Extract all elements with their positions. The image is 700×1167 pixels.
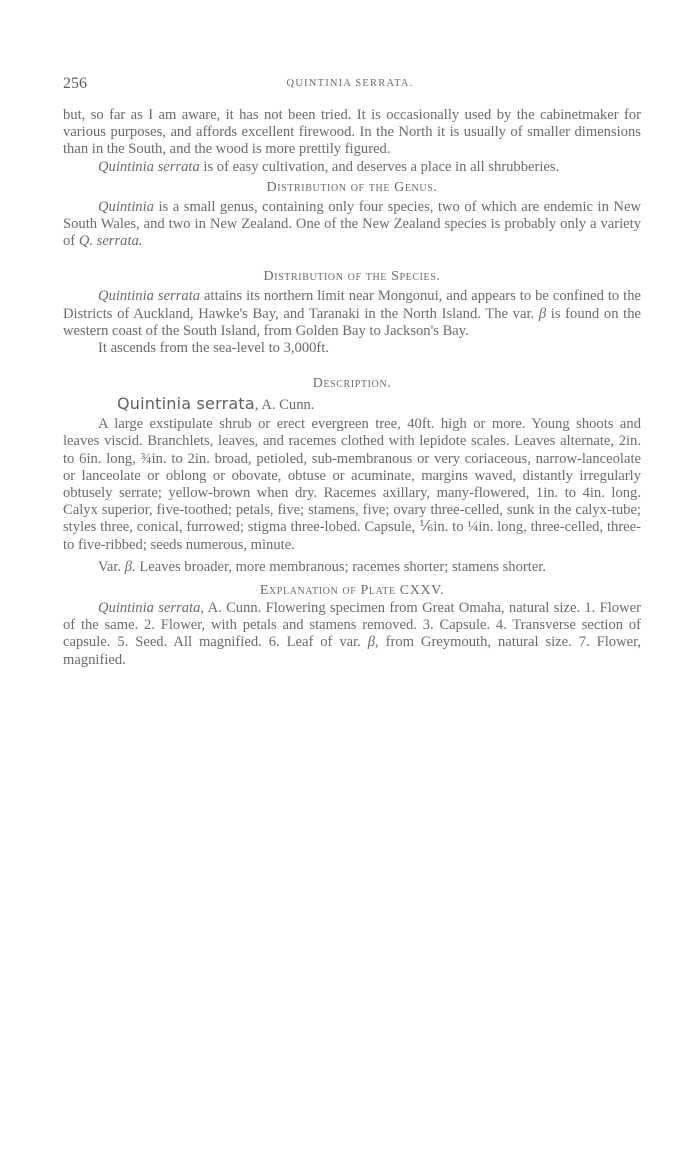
species-title xyxy=(63,394,641,415)
genus-italic: Quintinia xyxy=(98,198,154,215)
cultivation-text: is of easy cultivation, and deserves a place in all shrubberies. xyxy=(199,158,560,175)
altitude-paragraph xyxy=(63,340,641,357)
species-authority: , A. Cunn. xyxy=(254,397,315,414)
beta-symbol: β xyxy=(367,634,376,651)
species-name: Quintinia serrata xyxy=(117,394,255,414)
heading-description: Description. xyxy=(312,376,392,392)
cultivation-paragraph xyxy=(63,159,641,176)
plate-text-2: , from Greymouth, natural size. 7. Flower, magnified. xyxy=(63,634,642,668)
altitude-text: It ascends from the sea-level to 3,000ft. xyxy=(98,340,329,357)
continuation-text: but, so far as I am aware, it has not been tried. It is occasionally used by the cabinetmaker for various purposes, and affords excellent firewood. In the North it is usually of smaller dimensions than in the South, and the wood is more prettily figured. xyxy=(63,107,641,158)
species-italic: Q. serrata. xyxy=(78,233,143,250)
running-title: QUINTINIA SERRATA. xyxy=(286,78,414,89)
variety-label: Var. xyxy=(98,558,125,575)
description-text: A large exstipulate shrub or erect evergreen tree, 40ft. high or more. Young shoots and leaves viscid. Branchlets, leaves, and racemes clothed with lepidote scales. Leaves alternate, 2in. to 6in. long, ¾in. to 2in. broad, petioled, sub-membranous or very coriaceous, narrow-lanceolate or lanceolate or oblong or obovate, obtuse or acuminate, margins waved, distantly irregularly obtusely serrate; yellow-brown when dry. Racemes axillary, many-flowered, 1in. to 4in. long. Calyx superior, five-toothed; petals, five; stamens, five; ovary three-celled, sunk in the calyx-tube; styles three, conical, furrowed; stigma three-lobed. Capsule, ⅙in. to ¼in. long, three-celled, three- to five-ribbed; seeds numerous, minute. xyxy=(63,416,641,553)
species-italic: Quintinia serrata xyxy=(98,600,201,617)
distribution-species-paragraph xyxy=(63,288,641,340)
variety-paragraph xyxy=(63,559,641,576)
page-body xyxy=(63,107,641,669)
distribution-genus-text: is a small genus, containing only four species, two of which are endemic in New South Wales, and two in New Zealand. One of the New Zealand species is probably only a variety of xyxy=(63,198,641,250)
beta-symbol: β xyxy=(538,305,547,322)
species-italic: Quintinia serrata xyxy=(98,158,200,175)
variety-text: Leaves broader, more membranous; racemes shorter; stamens shorter. xyxy=(135,558,546,575)
plate-paragraph xyxy=(63,600,641,669)
distribution-genus-paragraph xyxy=(63,199,641,251)
continuation-paragraph xyxy=(63,107,641,159)
page-number: 256 xyxy=(63,75,87,92)
distribution-species-text-1: attains its northern limit near Mongonui, and appears to be confined to the Districts of Auckland, Hawke's Bay, and Taranaki in the North Island. The var. xyxy=(63,288,641,322)
species-italic: Quintinia serrata xyxy=(98,288,201,305)
heading-plate-explanation: Explanation of Plate CXXV. xyxy=(259,583,445,599)
beta-symbol: β. xyxy=(124,558,136,575)
running-head xyxy=(0,75,700,95)
heading-distribution-species: Distribution of the Species. xyxy=(263,269,441,285)
heading-distribution-genus: Distribution of the Genus. xyxy=(266,179,438,195)
distribution-species-text-2: is found on the western coast of the South Island, from Golden Bay to Jackson's Bay. xyxy=(63,305,641,339)
description-paragraph xyxy=(63,416,641,554)
plate-text-1: , A. Cunn. Flowering specimen from Great Omaha, natural size. 1. Flower of the same. 2. Flower, with petals and stamens removed. 3. Capsule. 4. Transverse section of capsule. 5. Seed. All magnified. 6. Leaf of var. xyxy=(63,600,641,651)
